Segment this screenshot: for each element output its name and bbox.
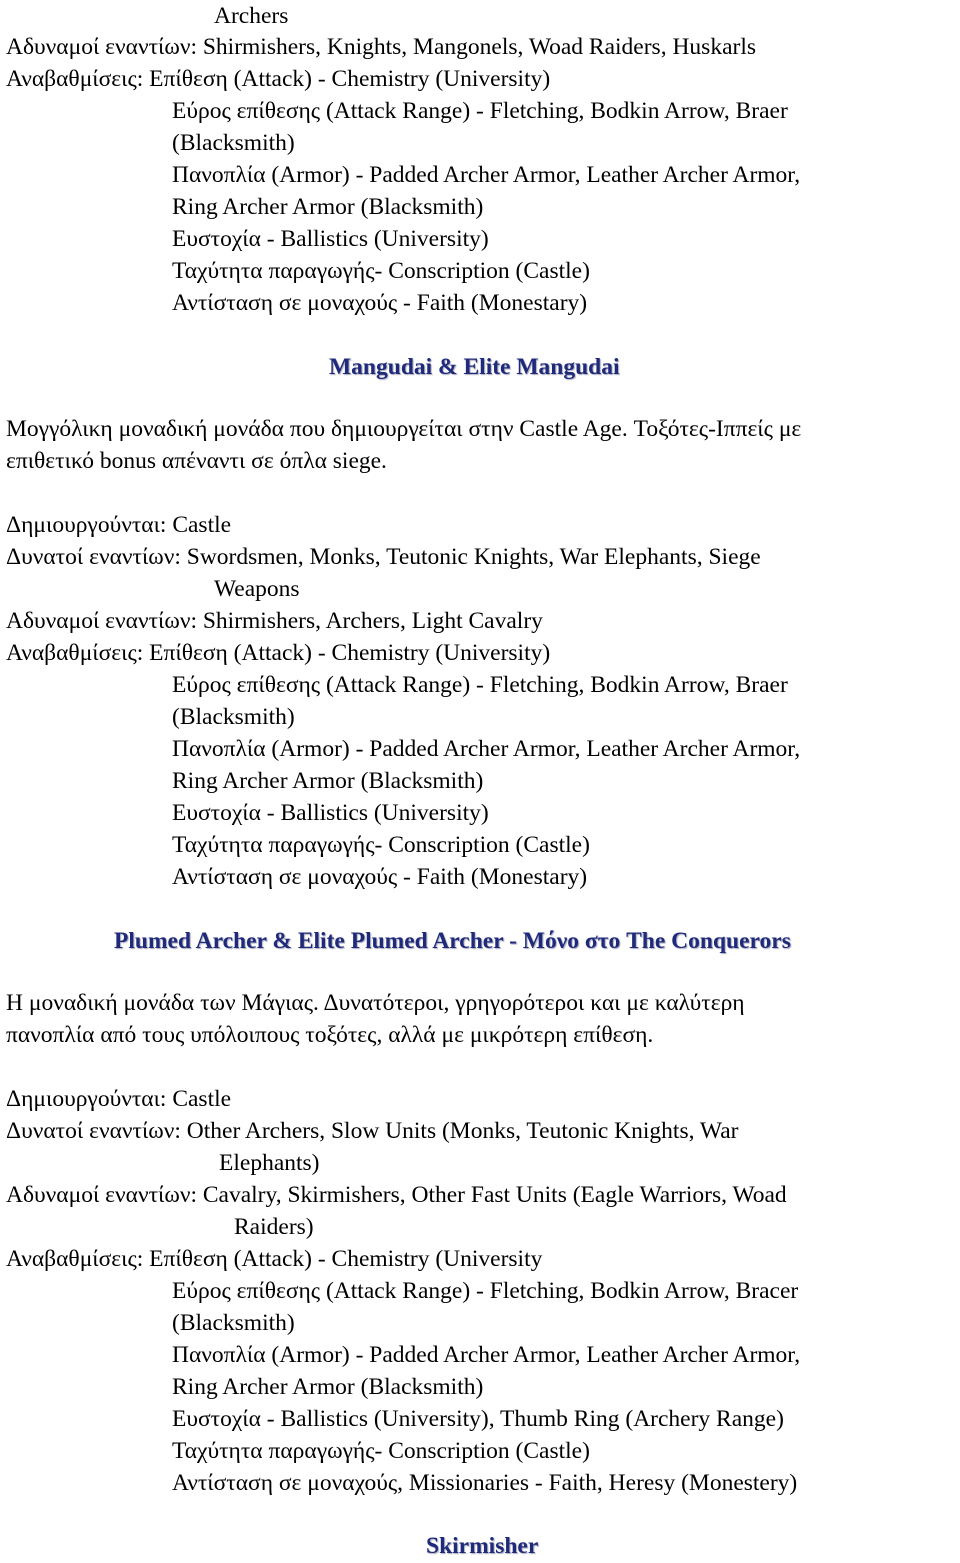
mangudai-desc-line-1: Μογγόλικη μοναδική μονάδα που δημιουργείται στην Castle Age. Τοξότες-Ιππείς με — [6, 416, 802, 442]
plumed-strong-line-1: Δυνατοί εναντίων: Other Archers, Slow Units (Monks, Teutonic Knights, War — [6, 1118, 739, 1144]
plumed-archer-heading: Plumed Archer & Elite Plumed Archer - Μόνο στο The Conquerors — [114, 928, 791, 954]
plumed-accuracy: Ευστοχία - Ballistics (University), Thumb Ring (Archery Range) — [172, 1406, 784, 1432]
plumed-production: Ταχύτητα παραγωγής- Conscription (Castle) — [172, 1438, 590, 1464]
mangudai-range-line-1: Εύρος επίθεσης (Attack Range) - Fletching, Bodkin Arrow, Braer — [172, 672, 788, 698]
plumed-desc-line-2: πανοπλία από τους υπόλοιπους τοξότες, αλλά με μικρότερη επίθεση. — [6, 1022, 654, 1048]
plumed-monk-resist: Αντίσταση σε μοναχούς, Missionaries - Faith, Heresy (Monestery) — [172, 1470, 798, 1496]
mangudai-strong-line-1: Δυνατοί εναντίων: Swordsmen, Monks, Teutonic Knights, War Elephants, Siege — [6, 544, 761, 570]
archers-armor-line-2: Ring Archer Armor (Blacksmith) — [172, 194, 484, 220]
skirmisher-heading: Skirmisher — [426, 1533, 539, 1559]
plumed-upgrades: Αναβαθμίσεις: Επίθεση (Attack) - Chemistry (University — [6, 1246, 543, 1272]
archers-monk-resist: Αντίσταση σε μοναχούς - Faith (Monestary) — [172, 290, 588, 316]
plumed-armor-line-1: Πανοπλία (Armor) - Padded Archer Armor, Leather Archer Armor, — [172, 1342, 801, 1368]
archers-upgrades: Αναβαθμίσεις: Επίθεση (Attack) - Chemistry (University) — [6, 66, 551, 92]
plumed-strong-line-2: Elephants) — [219, 1150, 320, 1176]
mangudai-production: Ταχύτητα παραγωγής- Conscription (Castle) — [172, 832, 590, 858]
mangudai-monk-resist: Αντίσταση σε μοναχούς - Faith (Monestary) — [172, 864, 588, 890]
plumed-range-line-2: (Blacksmith) — [172, 1310, 295, 1336]
mangudai-weak: Αδυναμοί εναντίων: Shirmishers, Archers, Light Cavalry — [6, 608, 543, 634]
mangudai-created: Δημιουργούνται: Castle — [6, 512, 232, 538]
plumed-range-line-1: Εύρος επίθεσης (Attack Range) - Fletching, Bodkin Arrow, Bracer — [172, 1278, 799, 1304]
archers-accuracy: Ευστοχία - Ballistics (University) — [172, 226, 489, 252]
mangudai-accuracy: Ευστοχία - Ballistics (University) — [172, 800, 489, 826]
mangudai-heading: Mangudai & Elite Mangudai — [329, 354, 620, 380]
archers-production: Ταχύτητα παραγωγής- Conscription (Castle) — [172, 258, 590, 284]
archers-range-line-1: Εύρος επίθεσης (Attack Range) - Fletching, Bodkin Arrow, Braer — [172, 98, 788, 124]
mangudai-upgrades: Αναβαθμίσεις: Επίθεση (Attack) - Chemistry (University) — [6, 640, 551, 666]
plumed-desc-line-1: Η μοναδική μονάδα των Μάγιας. Δυνατότεροι, γρηγορότεροι και με καλύτερη — [6, 990, 745, 1016]
plumed-created: Δημιουργούνται: Castle — [6, 1086, 232, 1112]
mangudai-strong-line-2: Weapons — [214, 576, 300, 602]
archers-armor-line-1: Πανοπλία (Armor) - Padded Archer Armor, Leather Archer Armor, — [172, 162, 801, 188]
mangudai-range-line-2: (Blacksmith) — [172, 704, 295, 730]
plumed-weak-line-1: Αδυναμοί εναντίων: Cavalry, Skirmishers, Other Fast Units (Eagle Warriors, Woad — [6, 1182, 787, 1208]
archers-range-line-2: (Blacksmith) — [172, 130, 295, 156]
plumed-weak-line-2: Raiders) — [234, 1214, 314, 1240]
archers-title: Archers — [214, 3, 289, 29]
mangudai-desc-line-2: επιθετικό bonus απέναντι σε όπλα siege. — [6, 448, 387, 474]
mangudai-armor-line-1: Πανοπλία (Armor) - Padded Archer Armor, Leather Archer Armor, — [172, 736, 801, 762]
plumed-armor-line-2: Ring Archer Armor (Blacksmith) — [172, 1374, 484, 1400]
mangudai-armor-line-2: Ring Archer Armor (Blacksmith) — [172, 768, 484, 794]
archers-weak-against: Αδυναμοί εναντίων: Shirmishers, Knights, Mangonels, Woad Raiders, Huskarls — [6, 34, 757, 60]
